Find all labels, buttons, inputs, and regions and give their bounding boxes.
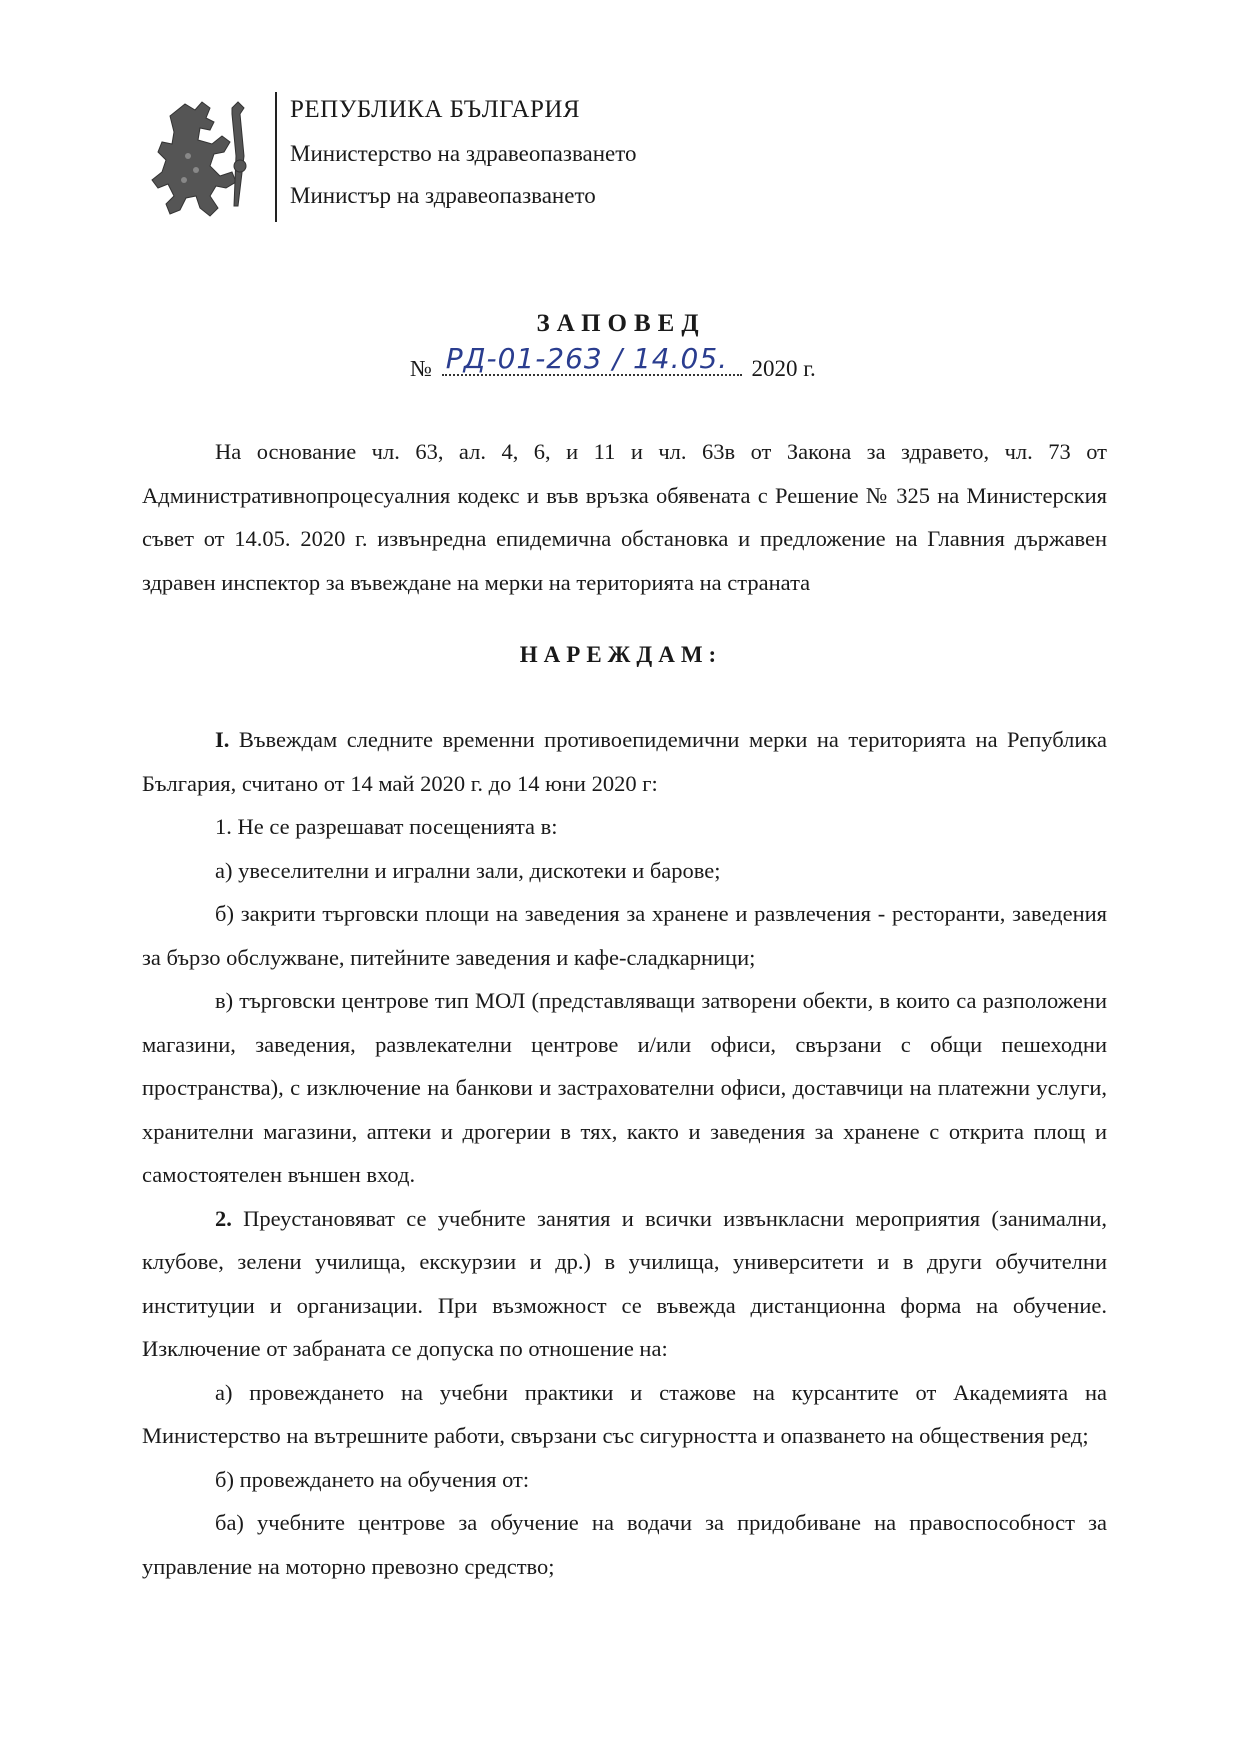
list-item: ба) учебните центрове за обучение на водачи за придобиване на правоспособност за управление на моторно превозно средство;	[142, 1510, 1107, 1579]
list-item: 1. Не се разрешават посещенията в:	[215, 814, 558, 839]
list-item: б) закрити търговски площи на заведения за хранене и развлечения - ресторанти, заведения за бързо обслужване, питейните заведения и кафе-сладкарници;	[142, 901, 1107, 970]
list-item: а) провеждането на учебни практики и стажове на курсантите от Академията на Министерство на вътрешните работи, свързани със сигурността и опазването на обществения ред;	[142, 1379, 1107, 1448]
header-divider	[275, 92, 277, 222]
coat-of-arms-lion-icon	[140, 96, 260, 226]
list-item: б) провеждането на обучения от:	[215, 1466, 530, 1492]
preamble-block	[142, 430, 1107, 604]
ministry-name: Министерство на здравеопазването	[290, 141, 637, 166]
document-title: ЗАПОВЕД	[536, 310, 706, 337]
minister-title: Министър на здравеопазването	[290, 183, 596, 208]
order-number-line	[410, 342, 816, 382]
list-item: I. Въвеждам следните временни противоепидемични мерки на територията на Република България, считано от 14 май 2020 г. до 14 юни 2020 г:	[142, 727, 1107, 796]
number-sign: №	[410, 356, 432, 381]
handwritten-number: РД-01-263 / 14.05.	[445, 342, 729, 375]
order-year: 2020 г.	[751, 356, 816, 381]
decree-heading: НАРЕЖДАМ:	[519, 642, 723, 667]
number-field	[442, 342, 742, 376]
list-item: а) увеселителни и игрални зали, дискотеки и барове;	[215, 857, 721, 883]
country-name: РЕПУБЛИКА БЪЛГАРИЯ	[290, 96, 581, 123]
list-item: 2. Преустановяват се учебните занятия и всички извънкласни мероприятия (занимални, клубове, зелени училища, екскурзии и др.) в училища, университети и в други обучителни институции и организации. При възможност се въвежда дистанционна форма на обучение. Изключение от забраната се допуска по отношение на:	[142, 1205, 1107, 1361]
list-item: в) търговски центрове тип МОЛ (представляващи затворени обекти, в които са разположени магазини, заведения, развлекателни центрове и/или офиси, свързани с общи пешеходни пространства), с изключение на банкови и застрахователни офиси, доставчици на платежни услуги, хранителни магазини, аптеки и дрогерии в тях, както и заведения за хранене с открита площ и самостоятелен външен вход.	[142, 988, 1107, 1187]
preamble-text: На основание чл. 63, ал. 4, 6, и 11 и чл. 63в от Закона за здравето, чл. 73 от Административнопроцесуалния кодекс и във връзка обявената с Решение № 325 на Министерския съвет от 14.05. 2020 г. извънредна епидемична обстановка и предложение на Главния държавен здравен инспектор за въвеждане на мерки на територията на страната	[142, 439, 1107, 595]
measures-list	[142, 718, 1107, 1588]
